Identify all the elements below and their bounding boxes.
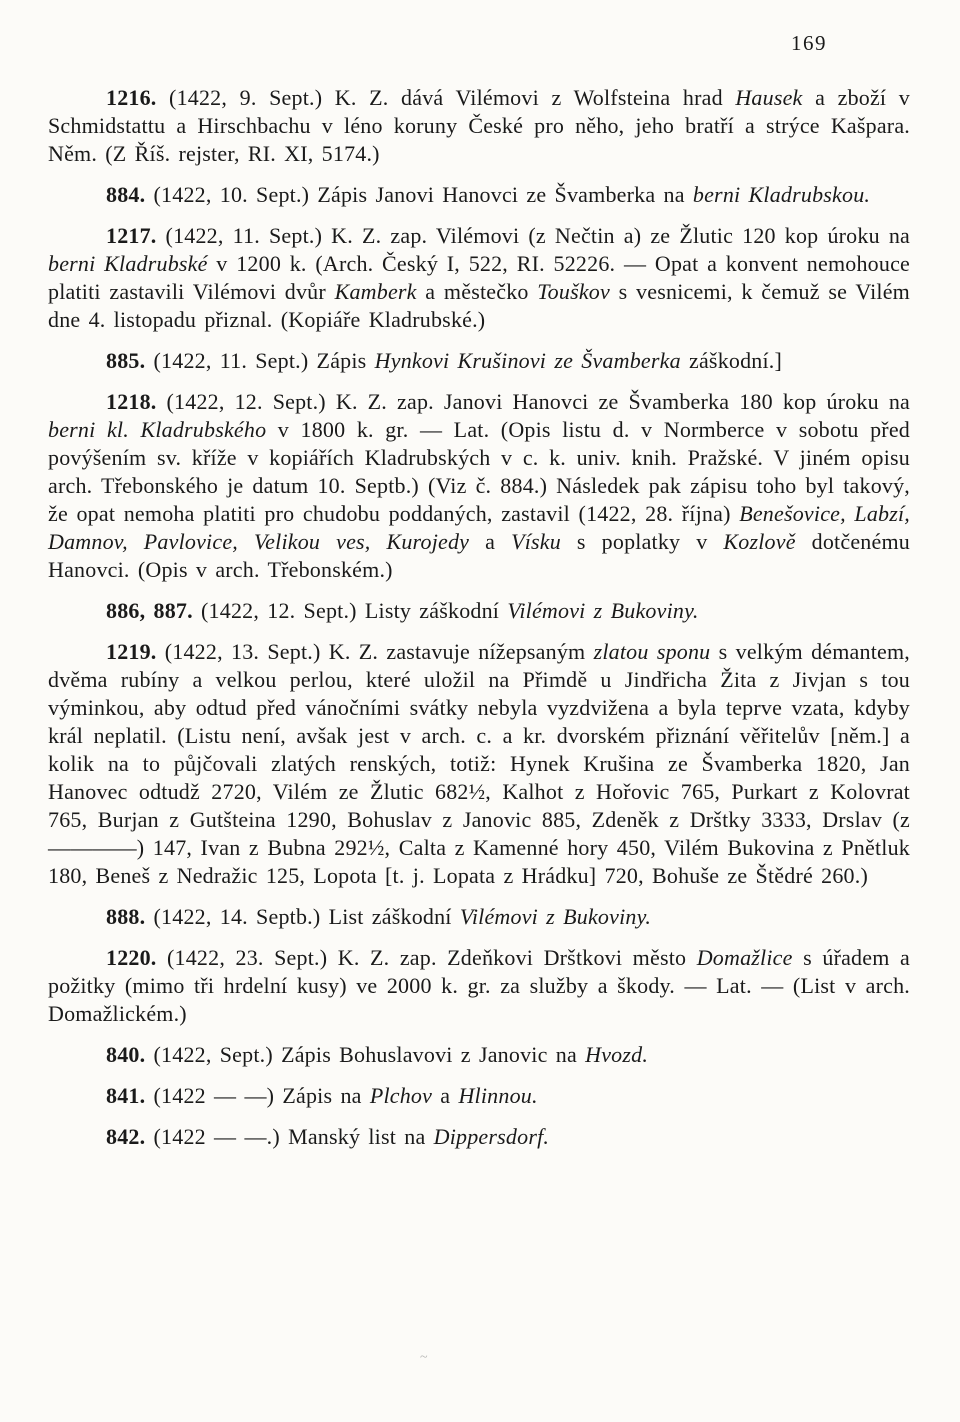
entry-text-segment: a xyxy=(469,529,512,554)
entry-text-segment: (1422, Sept.) Zápis Bohuslavovi z Janovic na xyxy=(145,1042,586,1067)
entry-text-segment: 888. xyxy=(106,904,146,929)
entry-1216 xyxy=(48,84,910,168)
entry-1219 xyxy=(48,638,910,890)
entry-1217 xyxy=(48,222,910,334)
entry-text-segment: Hvozd. xyxy=(585,1042,649,1067)
entry-text-segment: (1422, 11. Sept.) K. Z. zap. Vilémovi (z Nečtin a) ze Žlutic 120 kop úroku na xyxy=(156,223,910,248)
page-number: 169 xyxy=(791,31,827,55)
entry-text-segment: 1216. xyxy=(106,85,157,110)
entry-text-segment: záškodní.] xyxy=(680,348,783,373)
entry-text-segment: 886, 887. xyxy=(106,598,193,623)
entry-text-segment: a městečko xyxy=(416,279,538,304)
entry-text-segment: Plchov xyxy=(369,1083,433,1108)
scan-artifact: ~ xyxy=(420,1350,428,1365)
entry-text-segment: (1422, 9. Sept.) K. Z. dává Vilémovi z Wolfsteina hrad xyxy=(156,85,736,110)
entry-text-segment: 1219. xyxy=(106,639,157,664)
entry-text-segment: (1422 — —.) Manský list na xyxy=(145,1124,434,1149)
entry-text-segment: Vilémovi z Bukoviny. xyxy=(459,904,652,929)
entry-text-segment: s vesnicemi, k čemuž se Vilém dne 4. listopadu přiznal. (Kopiáře Kladrubské.) xyxy=(48,279,910,332)
entry-text-segment: zlatou sponu xyxy=(593,639,711,664)
entry-text-segment: Kamberk xyxy=(334,279,417,304)
entry-text-segment: (1422, 12. Sept.) Listy záškodní xyxy=(192,598,508,623)
entry-text-segment: Vilémovi z Bukoviny. xyxy=(507,598,699,623)
entry-884 xyxy=(48,181,910,209)
entry-text-segment: (1422, 14. Septb.) List záškodní xyxy=(145,904,460,929)
entry-text-segment: Kozlově xyxy=(723,529,796,554)
entry-text-segment: v 1200 k. (Arch. Český I, 522, RI. 52226. — Opat a konvent nemohouce platiti zastavili Vilémovi dvůr xyxy=(48,251,910,304)
entry-text-segment: 841. xyxy=(106,1083,146,1108)
entry-1218 xyxy=(48,388,910,584)
entry-text-segment: s poplatky v xyxy=(560,529,724,554)
entry-886-887 xyxy=(48,597,910,625)
entry-text-segment: (1422, 11. Sept.) Zápis xyxy=(145,348,375,373)
entry-text-segment: berni kl. Kladrubského xyxy=(48,417,267,442)
entry-text-segment: a zboží v Schmidstattu a Hirschbachu v léno koruny České pro něho, jeho bratří a strýce Kašpara. Něm. (Z Říš. rejster, RI. XI, 5174.) xyxy=(48,85,911,166)
entry-text-segment: 1217. xyxy=(106,223,157,248)
entry-text-segment: (1422, 10. Sept.) Zápis Janovi Hanovci ze Švamberka na xyxy=(145,182,693,207)
entry-text-segment: Hlinnou. xyxy=(458,1083,538,1108)
entry-1220 xyxy=(48,944,910,1028)
entry-842 xyxy=(48,1123,910,1151)
entry-text-segment: 1218. xyxy=(106,389,157,414)
entry-text-segment: a xyxy=(432,1083,459,1108)
entry-text-segment: 842. xyxy=(106,1124,146,1149)
entry-840 xyxy=(48,1041,910,1069)
entry-text-segment: Hynkovi Krušinovi ze Švamberka xyxy=(374,348,681,373)
entry-text-segment: v 1800 k. gr. — Lat. (Opis listu d. v Normberce v sobotu před povýšením sv. kříže v kopiářích Kladrubských v c. k. univ. knih. Pražské. V jiném opisu arch. Třebonského je datum 10. Septb.) (Viz č. 884.) Následek pak zápisu toho byl takový, že opat nemoha platiti pro chudobu poddaných, zastavil (1422, 28. října) xyxy=(48,417,910,526)
register-entries xyxy=(48,84,910,1151)
entry-text-segment: berni Kladrubskou. xyxy=(692,182,871,207)
entry-841 xyxy=(48,1082,910,1110)
entry-text-segment: 885. xyxy=(106,348,146,373)
entry-text-segment: s úřadem a požitky (mimo tři hrdelní kusy) ve 2000 k. gr. za služby a škody. — Lat. — (List v arch. Domažlickém.) xyxy=(48,945,910,1026)
entry-text-segment: (1422, 13. Sept.) K. Z. zastavuje nížepsaným xyxy=(156,639,594,664)
entry-text-segment: (1422, 23. Sept.) K. Z. zap. Zdeňkovi Drštkovi město xyxy=(156,945,697,970)
entry-text-segment: 884. xyxy=(106,182,146,207)
entry-888 xyxy=(48,903,910,931)
entry-text-segment: Domažlice xyxy=(696,945,793,970)
entry-885 xyxy=(48,347,910,375)
entry-text-segment: (1422, 12. Sept.) K. Z. zap. Janovi Hanovci ze Švamberka 180 kop úroku na xyxy=(156,389,910,414)
entry-text-segment: Benešovice, Labzí, Damnov, Pavlovice, Velikou ves, Kurojedy xyxy=(48,501,910,554)
entry-text-segment: Touškov xyxy=(537,279,610,304)
entry-text-segment: (1422 — —) Zápis na xyxy=(145,1083,370,1108)
entry-text-segment: 840. xyxy=(106,1042,146,1067)
entry-text-segment: Dippersdorf. xyxy=(433,1124,550,1149)
entry-text-segment: berni Kladrubské xyxy=(48,251,208,276)
entry-text-segment: 1220. xyxy=(106,945,157,970)
entry-text-segment: Vísku xyxy=(511,529,561,554)
entry-text-segment: Hausek xyxy=(735,85,803,110)
entry-text-segment: dotčenému Hanovci. (Opis v arch. Třebonském.) xyxy=(48,529,910,582)
entry-text-segment: s velkým démantem, dvěma rubíny a velkou perlou, které uložil na Přimdě u Jindřicha Žita z Jivjan s tou výminkou, aby odtud před vánočními svátky nebyla vyzdvižena a byla teprve vzata, kdyby král neplatil. (Listu není, avšak jest v arch. c. a kr. dvorském přiznání věřitelův [něm.] a kolik na to půjčovali zlatých renských, totiž: Hynek Krušina ze Švamberka 1820, Jan Hanovec odtudž 2720, Vilém ze Žlutic 682½, Kalhot z Hořovic 765, Purkart z Kolovrat 765, Burjan z Gutšteina 1290, Bohuslav z Janovic 885, Zdeněk z Drštky 3333, Drslav (z ————) 147, Ivan z Bubna 292½, Calta z Kamenné hory 450, Vilém Bukovina z Pnětluk 180, Beneš z Nedražic 125, Lopota [t. j. Lopata z Hrádku] 720, Bohuše ze Štědré 260.) xyxy=(48,639,911,888)
